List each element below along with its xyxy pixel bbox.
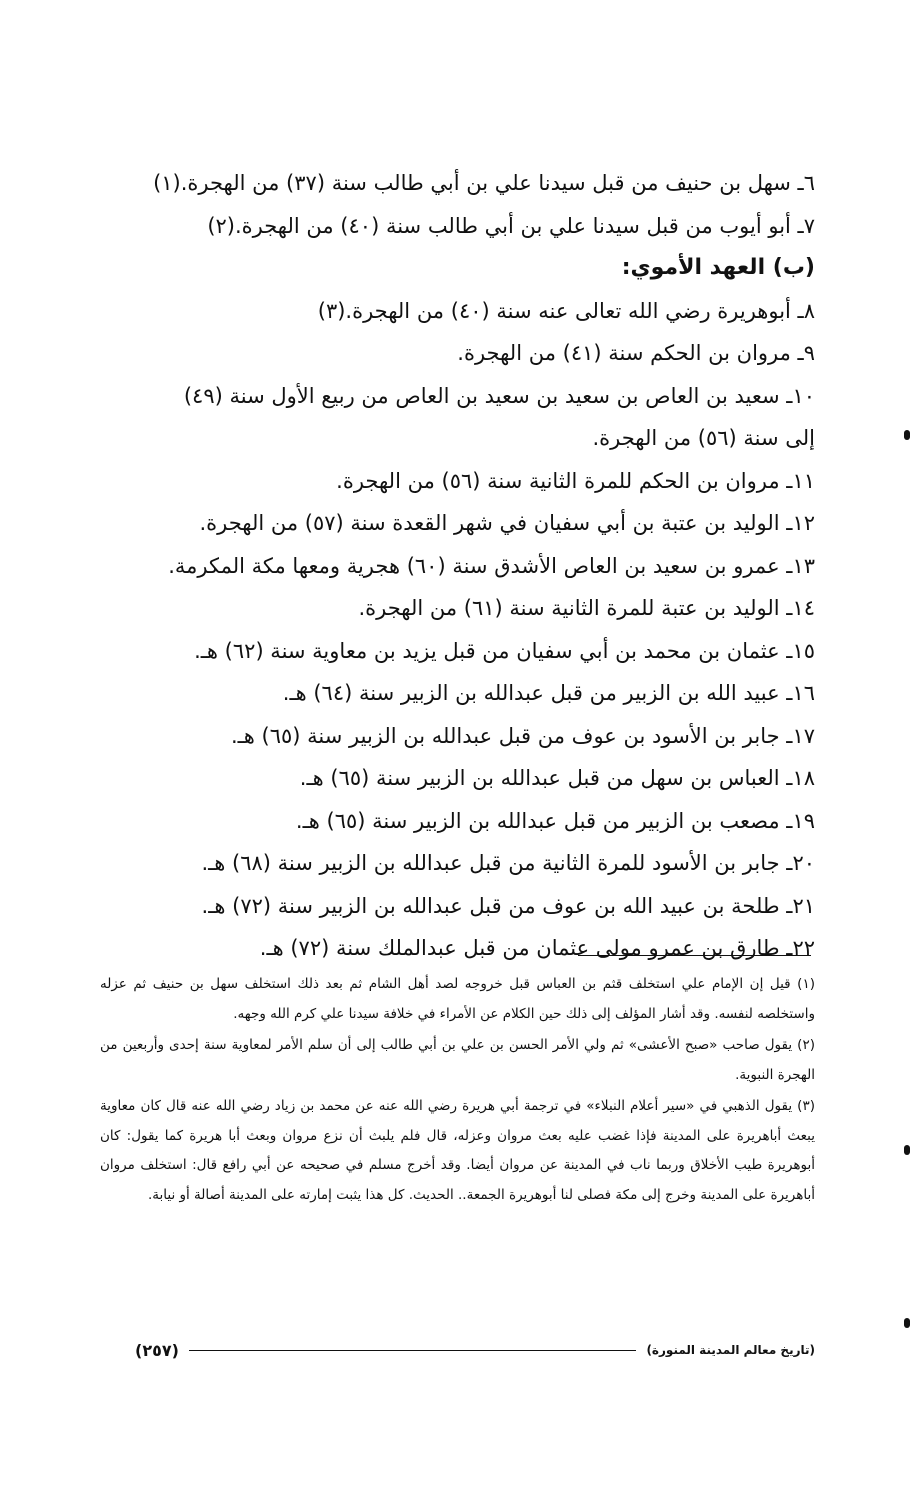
list-item-18: ١٨ـ العباس بن سهل من قبل عبدالله بن الزبير سنة (٦٥) هـ. bbox=[299, 766, 815, 790]
main-text bbox=[100, 162, 815, 970]
list-item-13: ١٣ـ عمرو بن سعيد بن العاص الأشدق سنة (٦٠) هجرية ومعها مكة المكرمة. bbox=[168, 553, 815, 578]
list-item-17: ١٧ـ جابر بن الأسود بن عوف من قبل عبدالله بن الزبير سنة (٦٥) هـ. bbox=[230, 723, 815, 748]
list-item-14: ١٤ـ الوليد بن عتبة للمرة الثانية سنة (٦١) من الهجرة. bbox=[358, 596, 815, 620]
list-item-12: ١٢ـ الوليد بن عتبة بن أبي سفيان في شهر القعدة سنة (٥٧) من الهجرة. bbox=[199, 511, 815, 535]
list-item-20: ٢٠ـ جابر بن الأسود للمرة الثانية من قبل عبدالله بن الزبير سنة (٦٨) هـ. bbox=[201, 851, 815, 875]
list-item-10-continued: إلى سنة (٥٦) من الهجرة. bbox=[592, 426, 815, 450]
page-footer bbox=[135, 1338, 815, 1362]
list-item-7: ٧ـ أبو أيوب من قبل سيدنا علي بن أبي طالب سنة (٤٠) من الهجرة.(٢) bbox=[207, 213, 815, 238]
list-item-6: ٦ـ سهل بن حنيف من قبل سيدنا علي بن أبي طالب سنة (٣٧) من الهجرة.(١) bbox=[153, 171, 815, 195]
list-item-21: ٢١ـ طلحة بن عبيد الله بن عوف من قبل عبدالله بن الزبير سنة (٧٢) هـ. bbox=[201, 893, 815, 918]
list-item-19: ١٩ـ مصعب بن الزبير من قبل عبدالله بن الزبير سنة (٦٥) هـ. bbox=[295, 808, 815, 833]
list-item-11: ١١ـ مروان بن الحكم للمرة الثانية سنة (٥٦) من الهجرة. bbox=[336, 468, 815, 493]
page-number: (٢٥٧) bbox=[135, 1340, 179, 1360]
list-item-15: ١٥ـ عثمان بن محمد بن أبي سفيان من قبل يزيد بن معاوية سنة (٦٢) هـ. bbox=[194, 638, 815, 663]
list-item-10: ١٠ـ سعيد بن العاص بن سعيد بن سعيد بن العاص من ربيع الأول سنة (٤٩) bbox=[183, 383, 815, 408]
footnote-3: (٣) يقول الذهبي في «سير أعلام النبلاء» في ترجمة أبي هريرة رضي الله عنه عن محمد بن زياد رضي الله عنه قال كان معاوية يبعث أباهريرة على المدينة فإذا غضب عليه بعث مروان وعزله، قال فلم يلبث أن نزع مروان وبعث أبا هريرة كما يقول: كان أبوهريرة طيب الأخلاق وربما ناب في المدينة عن مروان أيضا. وقد أخرج مسلم في صحيحه عن أبي رافع قال: استخلف مروان أباهريرة على المدينة وخرج إلى مكة فصلى لنا أبوهريرة الجمعة.. الحديث. كل هذا يثبت إمارته على المدينة أصالة أو نيابة. bbox=[100, 1098, 815, 1203]
footnote-2: (٢) يقول صاحب «صبح الأعشى» ثم ولي الأمر الحسن بن علي بن أبي طالب إلى أن سلم الأمر لمعاوية سنة إحدى وأربعين من الهجرة النبوية. bbox=[100, 1037, 815, 1083]
scan-mark bbox=[904, 430, 910, 440]
list-item-9: ٩ـ مروان بن الحكم سنة (٤١) من الهجرة. bbox=[457, 341, 815, 365]
scan-mark bbox=[904, 1145, 910, 1155]
footer-book-title: (تاريخ معالم المدينة المنورة) bbox=[646, 1343, 815, 1357]
footnote-separator bbox=[578, 955, 811, 956]
scan-mark bbox=[904, 1318, 910, 1328]
footnotes bbox=[100, 970, 815, 1212]
footnote-1: (١) قيل إن الإمام علي استخلف قثم بن العباس قبل خروجه لصد أهل الشام ثم بعد ذلك استخلف سهل بن حنيف ثم عزله واستخلصه لنفسه. وقد أشار المؤلف إلى ذلك حين الكلام عن الأمراء في خلافة سيدنا علي كرم الله وجهه. bbox=[100, 976, 815, 1022]
footer-rule bbox=[189, 1350, 637, 1351]
list-item-16: ١٦ـ عبيد الله بن الزبير من قبل عبدالله بن الزبير سنة (٦٤) هـ. bbox=[282, 681, 815, 705]
list-item-22: ٢٢ـ طارق بن عمرو مولى عثمان من قبل عبدالملك سنة (٧٢) هـ. bbox=[259, 936, 815, 960]
section-heading-umayyad: (ب) العهد الأموي: bbox=[621, 255, 815, 280]
list-item-8: ٨ـ أبوهريرة رضي الله تعالى عنه سنة (٤٠) من الهجرة.(٣) bbox=[317, 298, 815, 323]
